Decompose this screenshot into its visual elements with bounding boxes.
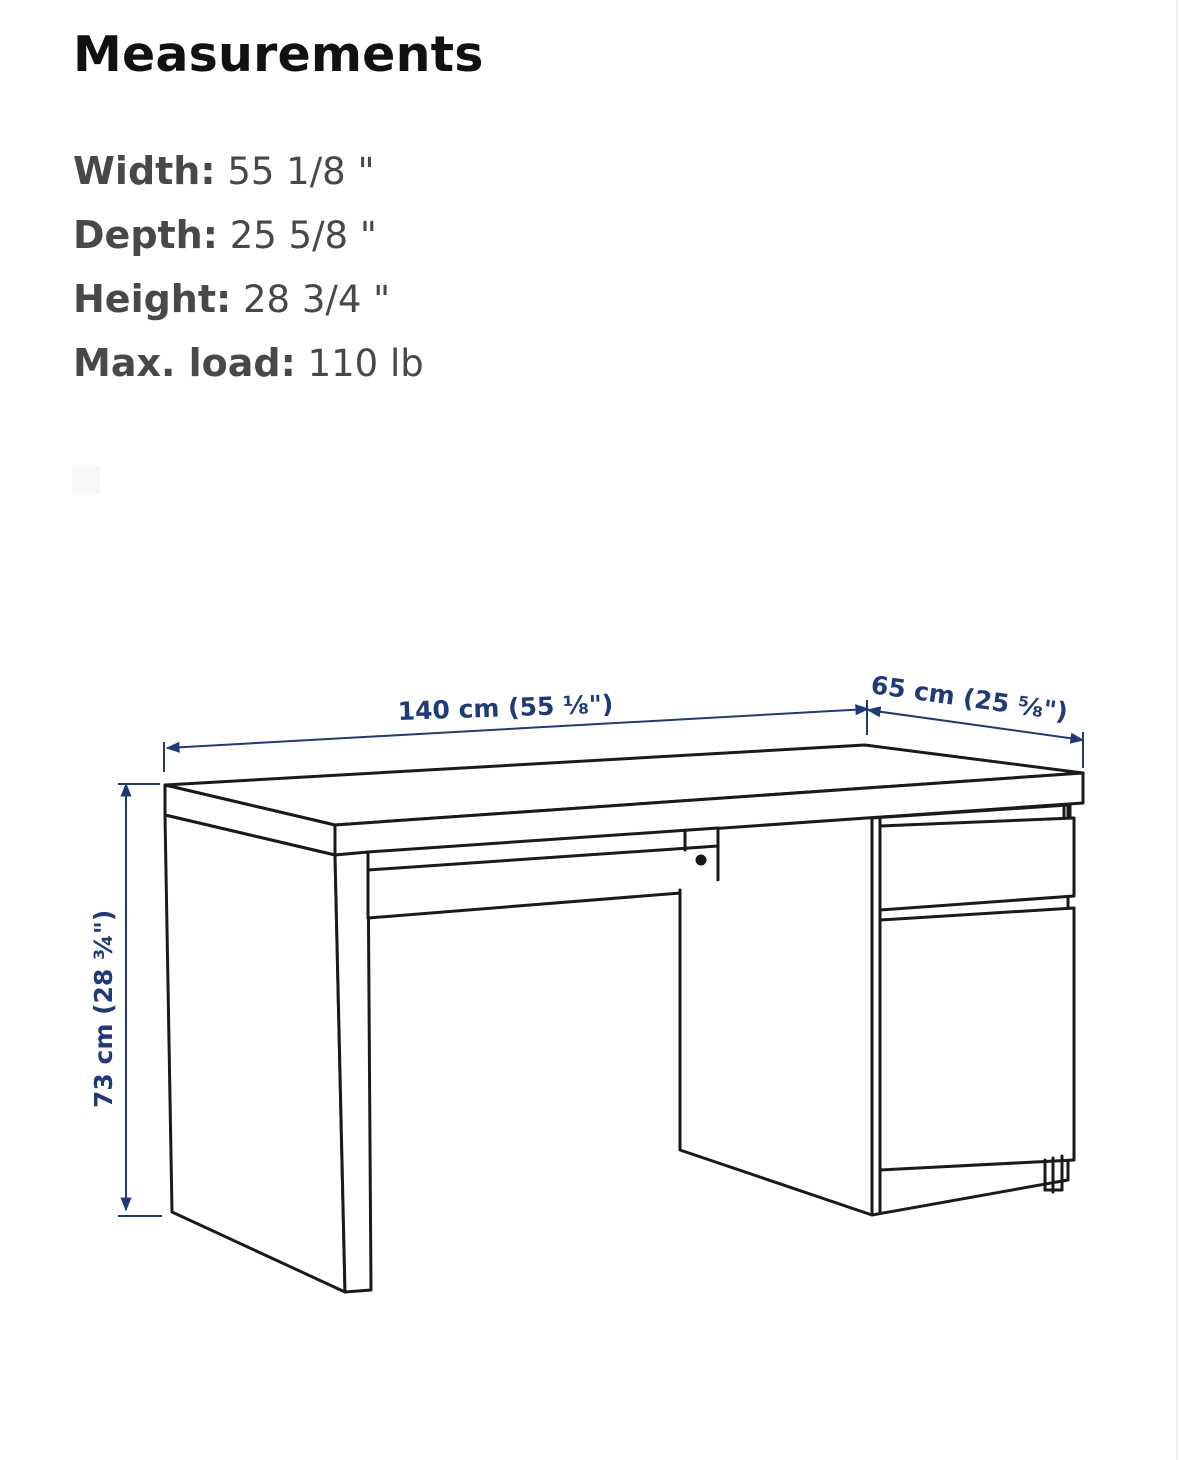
spec-max-load-value: 110 lb xyxy=(295,342,424,385)
bottom-drawer-front xyxy=(880,908,1074,1170)
dimension-lines xyxy=(118,700,1083,1216)
desk-illustration xyxy=(165,745,1083,1292)
measurement-list xyxy=(73,146,424,402)
depth-dimension-label: 65 cm (25 ⅝") xyxy=(869,670,1070,727)
spec-width xyxy=(73,146,424,210)
spec-height-value: 28 3/4 " xyxy=(231,278,391,321)
desk-top-surface xyxy=(165,745,1083,825)
modesty-panel xyxy=(368,828,718,918)
left-leg-front xyxy=(335,852,371,1292)
drawer-unit-body xyxy=(872,805,1068,1215)
spec-width-label: Width: xyxy=(73,149,216,193)
spec-depth-value: 25 5/8 " xyxy=(217,214,377,257)
rear-panel xyxy=(680,845,872,1215)
spec-depth-label: Depth: xyxy=(73,213,218,257)
cable-hole xyxy=(697,856,705,864)
depth-dimension-line xyxy=(868,710,1083,740)
spec-max-load-label: Max. load: xyxy=(73,341,296,385)
desk-top-front xyxy=(165,785,335,855)
right-edge-divider xyxy=(1176,0,1178,1460)
width-dimension-line xyxy=(167,709,868,748)
height-dimension-label: 73 cm (28 ¾") xyxy=(89,909,118,1108)
spec-height-label: Height: xyxy=(73,277,232,321)
spec-width-value: 55 1/8 " xyxy=(215,150,375,193)
image-placeholder xyxy=(72,466,100,494)
spec-height xyxy=(73,274,424,338)
page-title: Measurements xyxy=(73,26,484,83)
left-leg-side xyxy=(165,815,345,1292)
top-drawer-front xyxy=(880,818,1074,910)
desk-top-right-edge xyxy=(335,773,1083,855)
spec-depth xyxy=(73,210,424,274)
spec-max-load xyxy=(73,338,424,402)
width-dimension-label: 140 cm (55 ⅛") xyxy=(397,689,614,726)
